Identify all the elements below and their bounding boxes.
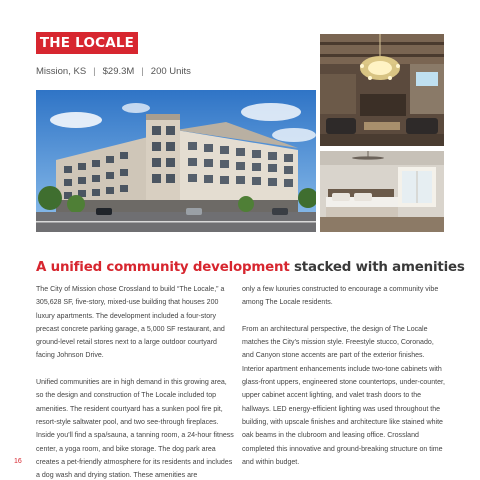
building-exterior-photo	[36, 90, 316, 232]
title-text: THE LOCALE	[39, 35, 135, 51]
body-paragraph: The City of Mission chose Crossland to build “The Locale,” a 305,628 SF, five-story, mixed-use building that houses 200 luxury apartments. The development included a four-story precast concrete parking garage, a 5,000 SF restaurant, and ground-level retail stores next to a large outdoor courtyard facing Johnson Drive.	[36, 286, 225, 360]
location-text: Mission, KS	[36, 66, 87, 77]
body-paragraph: only a few luxuries constructed to encourage a community vibe among The Locale residents.	[242, 286, 439, 307]
page-number: 16	[14, 458, 22, 465]
body-column-left	[36, 283, 234, 480]
page-title	[36, 32, 138, 54]
bedroom-photo	[320, 151, 444, 232]
headline-highlight: A unified community development	[36, 260, 290, 275]
project-facts	[36, 66, 191, 77]
clubroom-photo	[320, 34, 444, 146]
headline-rest: stacked with amenities	[289, 260, 465, 275]
separator: |	[141, 66, 144, 77]
section-headline	[36, 260, 465, 275]
body-paragraph: Unified communities are in high demand in this growing area, so the design and construction of The Locale included top amenities. The resident courtyard has a sunken pool fire pit, resort-style saltwater pool, and two see-through fireplaces. Inside you’ll find a spa/sauna, a tanning room, a 24-hour fitness center, a yoga room, and bike storage. The dog park area creates a pet-friendly atmosphere for its residents and includes a dog wash and drying station. These amenities are	[36, 379, 234, 480]
body-paragraph: From an architectural perspective, the design of The Locale matches the City’s mission style. Freestyle stucco, Coronado, and Canyon stone accents are part of the exterior finishes. Interior apartment enhancements include two-tone cabinets with glass-front uppers, engineered stone countertops, under-counter, upper cabinet accent lighting, and valet trash doors to the hallways. LED energy-efficient lighting was used throughout the building, with upscale finishes and architecture like stained white oak beams in the clubroom and leasing office. Crossland completed this innovative and ground-breaking structure on time and within budget.	[242, 325, 445, 466]
price-text: $29.3M	[102, 66, 135, 77]
separator: |	[93, 66, 96, 77]
units-text: 200 Units	[150, 66, 191, 77]
body-column-right	[242, 283, 446, 480]
